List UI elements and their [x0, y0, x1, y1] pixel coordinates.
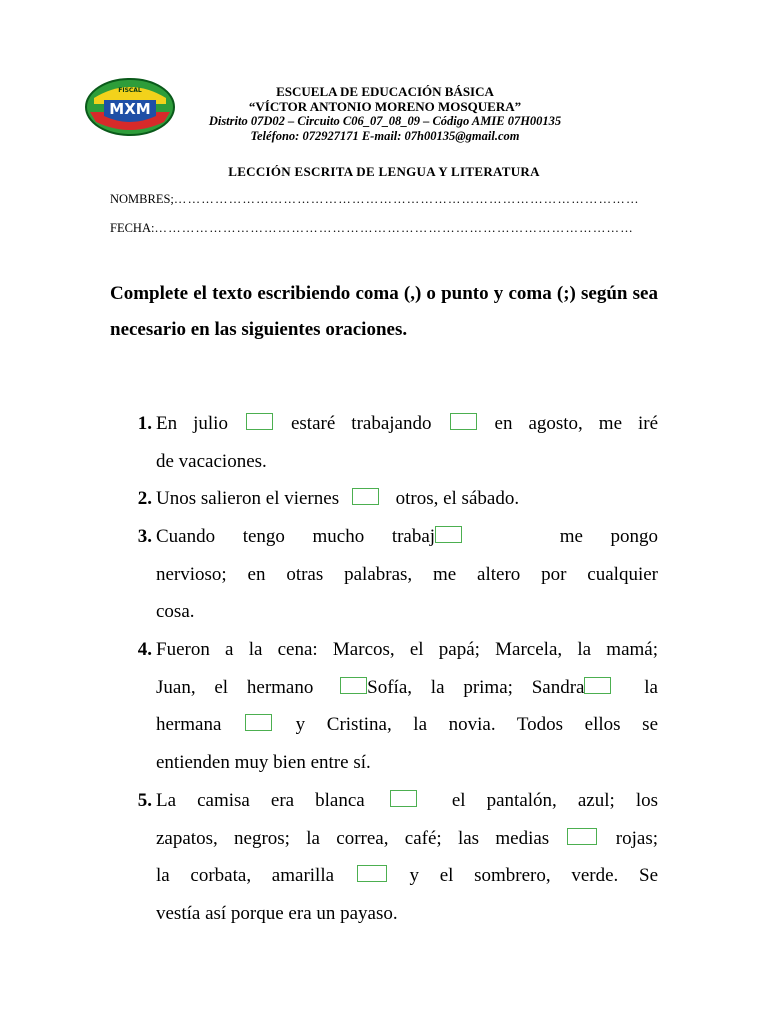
item-text: la corbata, amarilla — [156, 865, 335, 886]
answer-box[interactable] — [567, 828, 597, 845]
item-text: en agosto, me iré — [494, 413, 659, 434]
school-full-name: “VÍCTOR ANTONIO MORENO MOSQUERA” — [248, 99, 522, 114]
exercise-item-2 — [130, 480, 658, 518]
item-number: 4. — [137, 639, 152, 660]
item-text: entienden muy bien entre sí. — [156, 751, 371, 773]
item-text: vestía así porque era un payaso. — [156, 902, 398, 924]
item-text: estaré trabajando — [290, 413, 432, 434]
item-text: zapatos, negros; la correa, café; las medias — [156, 827, 550, 849]
answer-box[interactable] — [584, 677, 611, 694]
school-name: ESCUELA DE EDUCACIÓN BÁSICA — [276, 84, 494, 99]
names-dots: ………………………………………………………………………………………… — [173, 192, 640, 206]
answer-box[interactable] — [352, 488, 379, 505]
item-text: Juan, el hermano — [156, 676, 314, 698]
answer-box[interactable] — [450, 413, 477, 430]
logo-text: MXM — [109, 100, 151, 118]
school-contact: Teléfono: 072927171 E-mail: 07h00135@gmail.com — [250, 129, 520, 143]
item-number: 3. — [137, 526, 152, 547]
item-text: la — [644, 676, 658, 698]
item-text: otros, el sábado. — [395, 488, 520, 509]
item-text: y Cristina, la novia. Todos ellos se — [295, 714, 659, 735]
item-text: La camisa era blanca — [156, 790, 365, 811]
school-logo — [84, 76, 176, 138]
item-text: me pongo — [559, 526, 659, 547]
school-header — [176, 84, 594, 144]
answer-box[interactable] — [246, 413, 273, 430]
item-number: 1. — [137, 413, 152, 434]
item-text: Sofía, la prima; Sandra — [367, 676, 585, 698]
school-district: Distrito 07D02 – Circuito C06_07_08_09 – Código AMIE 07H00135 — [208, 114, 562, 128]
item-text: nervioso; en otras palabras, me altero por cualquier — [156, 563, 658, 585]
date-dots: …………………………………………………………………………………………… — [154, 221, 634, 235]
date-label: FECHA: — [110, 221, 155, 235]
item-number: 5. — [137, 790, 152, 811]
exercise-item-4 — [130, 631, 658, 781]
exercise-item-1 — [130, 405, 658, 480]
date-field[interactable] — [110, 221, 656, 236]
names-label: NOMBRES; — [110, 192, 174, 206]
answer-box[interactable] — [435, 526, 462, 543]
names-field[interactable] — [110, 192, 656, 207]
item-number: 2. — [137, 488, 152, 509]
answer-box[interactable] — [357, 865, 387, 882]
item-text: hermana — [156, 714, 222, 735]
logo-ring-text: FISCAL — [118, 87, 142, 94]
answer-box[interactable] — [245, 714, 272, 731]
item-text: Cuando tengo mucho trabaj — [156, 526, 436, 547]
lesson-title: LECCIÓN ESCRITA DE LENGUA Y LITERATURA — [228, 164, 540, 179]
answer-box[interactable] — [390, 790, 417, 807]
item-text: el pantalón, azul; los — [451, 790, 659, 811]
exercise-item-5 — [130, 782, 658, 932]
answer-box[interactable] — [340, 677, 367, 694]
item-text: de vacaciones. — [156, 450, 267, 472]
item-text: cosa. — [156, 601, 195, 622]
item-text: Unos salieron el viernes — [156, 488, 340, 509]
instructions: Complete el texto escribiendo coma (,) o punto y coma (;) según sea necesario en las siguientes oraciones. — [110, 283, 658, 340]
item-text: y el sombrero, verde. Se — [409, 865, 659, 886]
exercise-item-3 — [130, 518, 658, 631]
item-text: rojas; — [615, 827, 658, 849]
item-text: Fueron a la cena: Marcos, el papá; Marcela, la mamá; — [156, 639, 658, 660]
item-text: En julio — [156, 413, 228, 434]
